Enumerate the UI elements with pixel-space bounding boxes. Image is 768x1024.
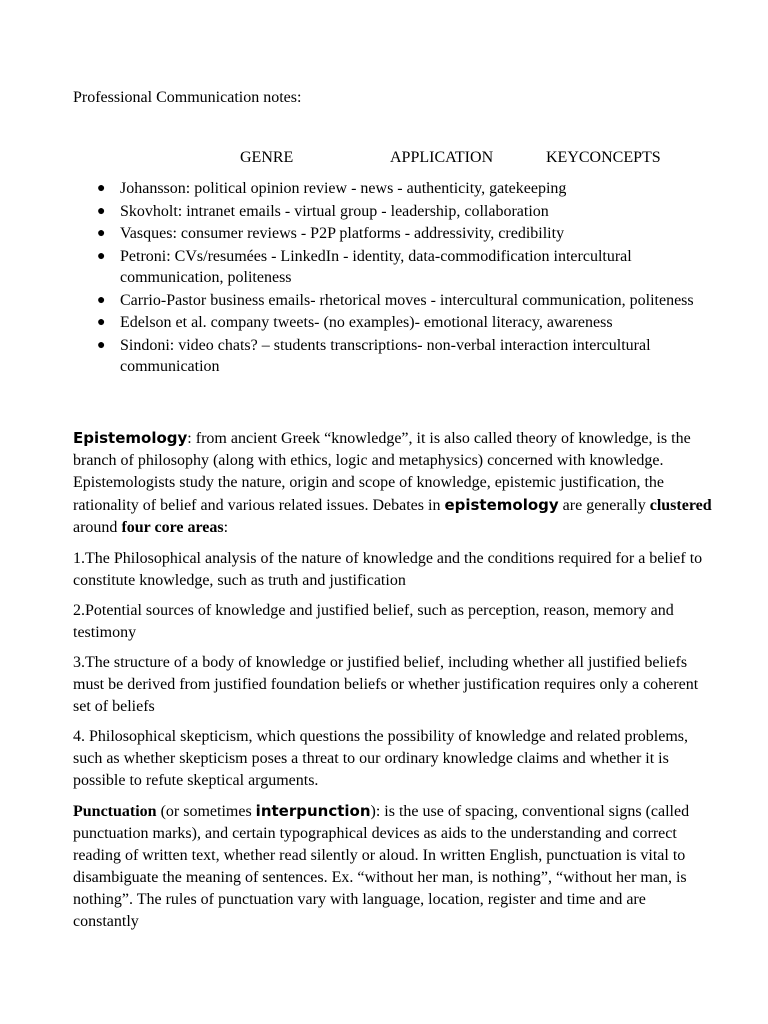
- epistemology-text-2: are generally: [558, 497, 650, 514]
- core-area-3: 3.The structure of a body of knowledge or justified belief, including whether all justified beliefs must be derived from justified foundation beliefs or whether justification requires only a coherent set of beliefs: [73, 654, 699, 715]
- header-application: APPLICATION: [390, 149, 494, 166]
- core-area-1: 1.The Philosophical analysis of the nature of knowledge and the conditions required for a belief to constitute knowledge, such as truth and justification: [73, 550, 703, 589]
- bullet-icon: ●: [97, 181, 106, 196]
- punctuation-text-open: (or sometimes: [156, 803, 256, 820]
- punctuation-definition: ): is the use of spacing, conventional signs (called punctuation marks), and certain typographical devices as aids to the understanding and correct reading of written text, whether read silently or aloud. In written English, punctuation is vital to disambiguate the meaning of sentences. Ex. “without her man, is nothing”, “without her man, is nothing”. The rules of punctuation vary with language, location, register and time and are constantly: [73, 803, 690, 930]
- list-item: [0, 335, 768, 378]
- list-item-text: Petroni: CVs/resumées - LinkedIn - identity, data-commodification intercultural communication, politeness: [120, 247, 632, 286]
- epistemology-definition: : from ancient Greek “knowledge”, it is also called theory of knowledge, is the branch of philosophy (along with ethics, logic and metaphysics) concerned with knowledge. Epistemologists study the nature, origin and scope of knowledge, epistemic justification, the rationality of belief and various related issues. Debates in: [73, 430, 691, 514]
- column-headers: [0, 147, 768, 169]
- epistemology-text-4: :: [223, 519, 229, 536]
- list-item-text: Edelson et al. company tweets- (no examples)- emotional literacy, awareness: [120, 314, 613, 331]
- list-item: [0, 201, 768, 223]
- header-genre: GENRE: [240, 149, 294, 166]
- body-text: [73, 427, 713, 941]
- epistemology-text-3: around: [73, 519, 122, 536]
- bullet-icon: ●: [97, 226, 106, 241]
- list-item-text: Johansson: political opinion review - news - authenticity, gatekeeping: [120, 180, 567, 197]
- bullet-icon: ●: [97, 248, 106, 264]
- list-item: [0, 223, 768, 245]
- list-item-text: Carrio-Pastor business emails- rhetorical moves - intercultural communication, politeness: [120, 291, 694, 309]
- epistemology-paragraph: [73, 427, 713, 539]
- page-title: Professional Communication notes:: [73, 89, 302, 106]
- term-clustered: clustered: [649, 497, 712, 514]
- punctuation-paragraph: [73, 800, 713, 933]
- list-item: [0, 290, 768, 312]
- core-area-2: 2.Potential sources of knowledge and justified belief, such as perception, reason, memory and testimony: [73, 602, 674, 641]
- list-item: [0, 246, 768, 289]
- list-item-text: Sindoni: video chats? – students transcriptions- non-verbal interaction intercultural communication: [120, 336, 651, 375]
- list-item-text: Skovholt: intranet emails - virtual group - leadership, collaboration: [120, 202, 549, 220]
- genre-list: [0, 178, 768, 379]
- term-interpunction: interpunction: [255, 802, 371, 820]
- bullet-icon: ●: [97, 203, 106, 219]
- list-item-text: Vasques: consumer reviews - P2P platforms - addressivity, credibility: [120, 225, 565, 242]
- list-item: [0, 312, 768, 334]
- header-keyconcepts: KEYCONCEPTS: [546, 149, 661, 166]
- term-punctuation: Punctuation: [73, 803, 157, 820]
- list-item: [0, 178, 768, 200]
- term-epistemology-2: epistemology: [444, 496, 559, 514]
- bullet-icon: ●: [97, 315, 106, 330]
- core-area-4: 4. Philosophical skepticism, which questions the possibility of knowledge and related problems, such as whether skepticism poses a threat to our ordinary knowledge claims and whether it is possible to refute skeptical arguments.: [73, 728, 689, 789]
- term-four-core-areas: four core areas: [121, 519, 224, 536]
- bullet-icon: ●: [97, 337, 106, 353]
- bullet-icon: ●: [97, 292, 106, 308]
- term-epistemology: Epistemology: [73, 429, 188, 447]
